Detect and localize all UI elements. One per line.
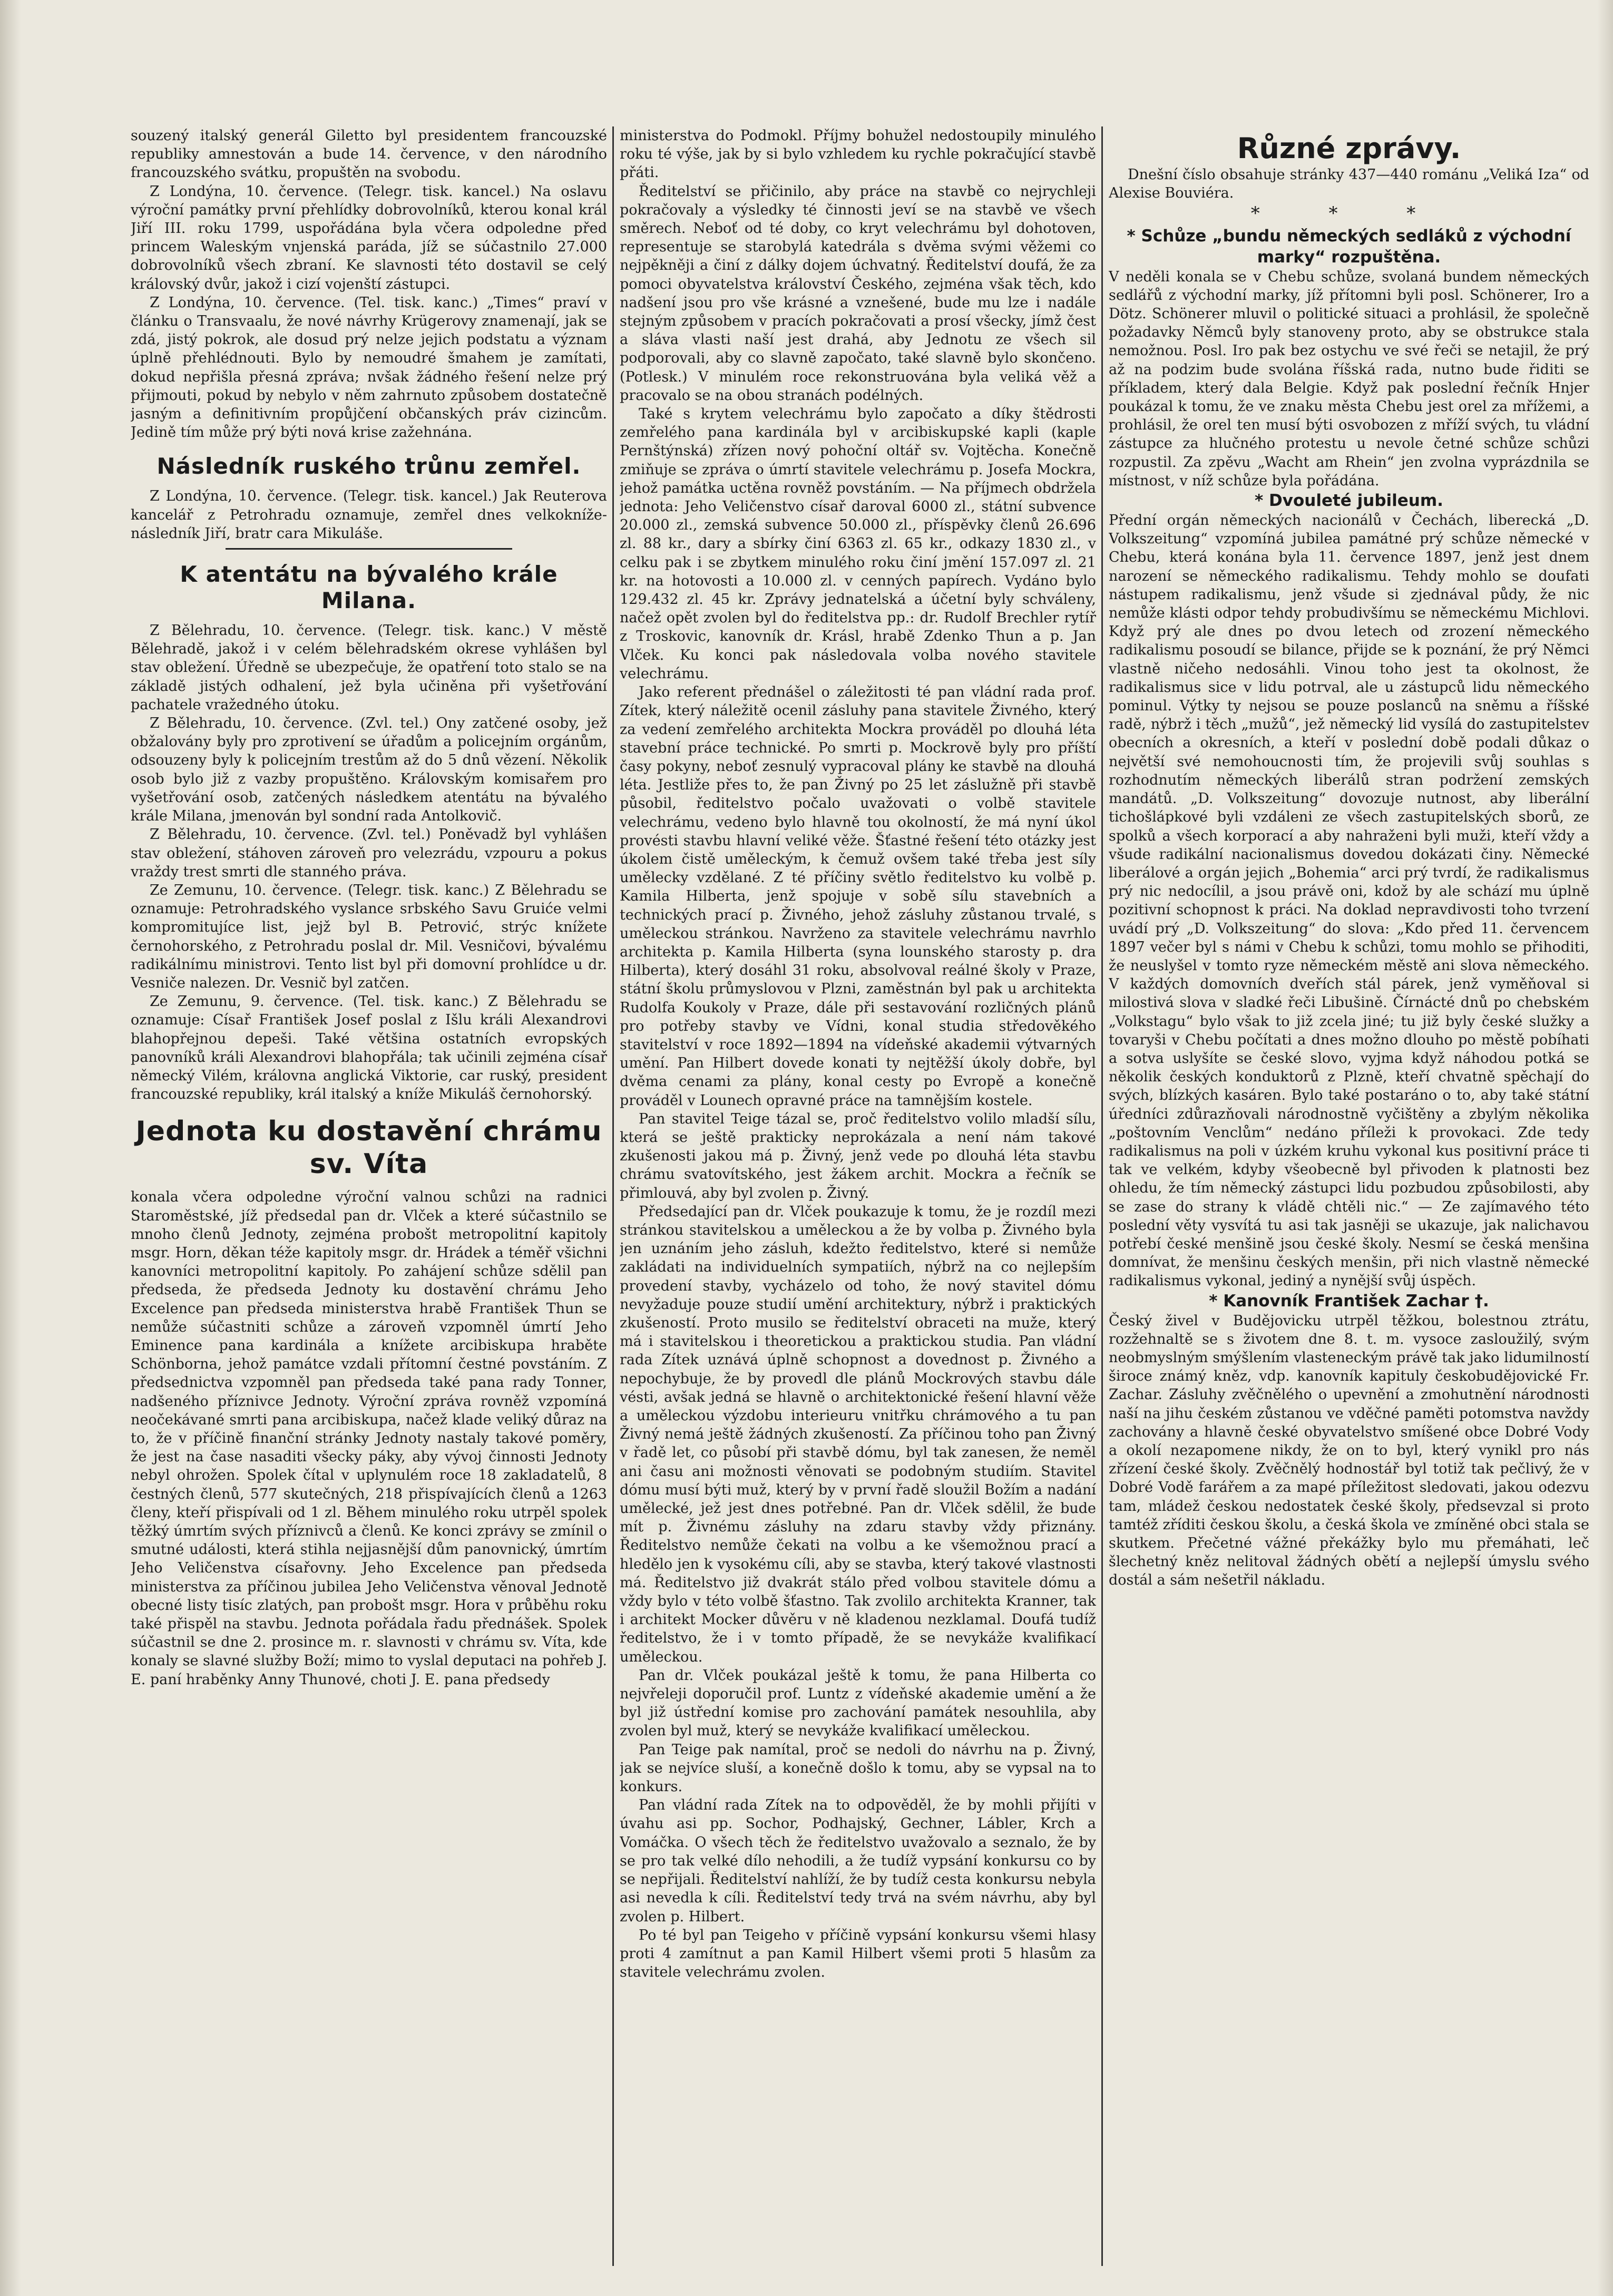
article-paragraph: Z Londýna, 10. července. (Telegr. tisk. kancel.) Jak Reuterova kancelář z Petrohradu oznamuje, zemřel dnes velkokníže-následník Jiří, bratr cara Mikuláše. — [131, 488, 607, 542]
article-paragraph: Přední orgán německých nacionálů v Čechách, liberecká „D. Volkszeitung“ vzpomíná jubilea památné prý schůze německé v Chebu, která konána byla 11. července 1897, jenž jest dnem narození se německého radikalismu. Tehdy mohlo se doufati nástupem radikalismu, jenž všude si zjednával půdy, že nic nemůže klásti odpor tehdy probudivšímu se německému Michlovi. Když prý ale dnes po dvou letech od zrození německého radikalismu posoudí se bilance, přijde se k poznání, že prý Němci vlastně ničeho nedosáhli. Vinou toho jest ta okolnost, že radikalismus sice v lidu potrval, ale u zástupců lidu německého pominul. Výtky ty nejsou se pouze poslanců na sněmu a říšské radě, nýbrž i těch „mužů“, jež německý lid vysílá do zastupitelstev obecních a okresních, a kteří v poslední době podali důkaz o největší své nemohoucnosti tím, že projevili svůj souhlas s rozhodnutím německých liberálů stran podržení zemských mandátů. „D. Volkszeitung“ dovozuje nutnost, aby liberální tichošlápkové byli vzdáleni ze všech zastupitelských sborů, ze spolků a všech korporací a aby nahraženi byli muži, kteří vždy a všude radikální nacionalismus dovedou dokázati činy. Německé liberálové a orgán jejich „Bohemia“ arci prý tvrdí, že radikalismus prý nic nedocílil, a jsou právě oni, kdož by ale schází mu úplně pozitivní schopnost k práci. Na doklad nepravdivosti toho tvrzení uvádí prý „D. Volkszeitung“ do slova: „Kdo před 11. červencem 1897 večer byl s námi v Chebu k schůzi, tomu mohlo se přihoditi, že neuslyšel v tomto ryze německém městě ani slova německého. V každých domovních dveřích stál párek, jenž vyměňoval si milostivá slova v sladké řeči Libušině. Čírnácté dnů po chebském „Volkstagu“ bylo však to již zcela jiné; tu již byly české služky a tovaryši v Chebu počítati a dnes možno dlouho po městě pobíhati a sotva uslyšíte se české slovo, vyjma když náhodou potká se několik českých konduktorů z Plzně, kteří chvatně spěchají do svých, blízkých kasáren. Bylo také postaráno o to, aby také státní úředníci zdůrazňovali národnostně vyčištěny a zbylým několika „poštovním Venclům“ nedáno příleži k provokaci. Zde tedy radikalismus na poli v úzkém kruhu vykonal kus positivní práce ti tak ve velkém, kdyby všeobecně byl přivoden k platnosti bez ohledu, že tím německý zástupci lidu pozbudou způsobilosti, aby se zase do strany k vládě chtěli nic.“ — Ze zajímavého této poslední věty vysvítá tu asi tak jasněji se ukazuje, jak nalichavou potřebí české menšině jsou české školy. Nesmí se česká menšina domnívat, že menšinu českých menšin, při nich vlastně německé radikalismus vykonal, jediný a nynější svůj úspěch. — [1109, 512, 1589, 1289]
article-paragraph: Pan vládní rada Zítek na to odpověděl, že by mohli přijíti v úvahu asi pp. Sochor, Podhajský, Gechner, Lábler, Krch a Vomáčka. O všech těch že ředitelstvo uvažovalo a seznalo, že by se pro tak velké dílo nehodili, a že tudíž vypsání konkursu co by se nepřijali. Ředitelství nahlíží, že by tudíž cesta konkursu nebyla asi nevedla k cíli. Ředitelství tedy trvá na svém návrhu, aby byl zvolen p. Hilbert. — [620, 1797, 1096, 1925]
article-paragraph: Z Bělehradu, 10. července. (Zvl. tel.) Ony zatčené osoby, jež obžalovány byly pro zprotivení se úřadům a policejním orgánům, odsouzeny byly k policejním trestům až do 5 dnů vězení. Několik osob bylo již z vazby propuštěno. Královským komisařem pro vyšetřování osob, zatčených následkem atentátu na bývalého krále Milana, jmenován byl sondní rada Antolkovič. — [131, 715, 607, 825]
page-edge-right — [1597, 0, 1613, 2296]
heading-kanovnik: * Kanovník František Zachar †. — [1209, 1291, 1489, 1311]
article-paragraph: Ze Zemunu, 10. července. (Telegr. tisk. kanc.) Z Bělehradu se oznamuje: Petrohradského vyslance srbského Savu Gruiće velmi kompromitujíce list, jejž byl B. Petrović, strýc knížete černohorského, z Petrohradu poslal dr. Mil. Vesničovi, bývalému radikálnímu ministrovi. Tento list byl při domovní prohlídce u dr. Vesniče nalezen. Dr. Vesnič byl zatčen. — [131, 882, 607, 991]
article-paragraph: Po té byl pan Teigeho v příčině vypsání konkursu všemi hlasy proti 4 zamítnut a pan Kamil Hilbert všemi proti 5 hlasům za stavitele velechrámu zvolen. — [620, 1927, 1096, 1981]
article-paragraph: Jako referent přednášel o záležitosti té pan vládní rada prof. Zítek, který náležitě ocenil zásluhy pana stavitele Živného, který za vedení zemřelého architekta Mockra prováděl po dlouhá léta stavební práce technické. Po smrti p. Mockrově byly pro příští časy pokyny, neboť zesnulý vypracoval plány ke stavbě na dlouhá léta. Jestliže přes to, že pan Živný po 25 let záslužně při stavbě působil, ředitelstvo počalo uvažovati o volbě stavitele velechrámu, vedeno bylo hlavně tou okolností, že má nyní úkol provésti stavbu hlavní veliké věže. Šťastné řešení této otázky jest úkolem čistě uměleckým, k čemuž ovšem také třeba jest síly umělecky vzdělané. Z té příčiny světlo ředitelstvo ku volbě p. Kamila Hilberta, jenž spojuje v sobě sílu stavebních a technických prací p. Živného, jehož zásluhy zůstanou trvalé, s uměleckou stránkou. Navrženo za stavitele velechrámu navrhlo architekta p. Kamila Hilberta (syna lounského starosty p. dra Hilberta), který dosáhl 31 roku, absolvoval reálné školy v Praze, státní školu průmyslovou v Plzni, zaměstnán byl pak u architekta Rudolfa Koukoly v Praze, dále při sestavování rozličných plánů pro potřeby stavby ve Vídni, konal studia středověkého stavitelství v roce 1892—1894 na vídeňské akademii výtvarných umění. Pan Hilbert dovede konati ty nejtěžší úkoly dobře, byl dvěma cenami za plány, konal cesty po Evropě a konečně prováděl v Lounech opravné práce na tamnějším kostele. — [620, 684, 1096, 1109]
section-title: Různé zprávy. — [1237, 132, 1461, 165]
column-rule-1 — [612, 126, 614, 2266]
stars-separator: * * * — [1250, 203, 1448, 224]
article-paragraph: Z Bělehradu, 10. července. (Telegr. tisk. kanc.) V městě Bělehradě, jakož i v celém bělehradském okrese vyhlášen byl stav obležení. Úředně se ubezpečuje, že opatření toto stalo se na základě jistých odhalení, jež byla učiněna při vyšetřování pachatele vražedného útoku. — [131, 622, 607, 713]
article-paragraph: Pan dr. Vlček poukázal ještě k tomu, že pana Hilberta co nejvřeleji doporučil prof. Luntz z vídeňské akademie umění a že byl již ústřední komise pro zachování památek nesouhlila, aby zvolen byl muž, který se nevykáže kvalifikací uměleckou. — [620, 1667, 1096, 1740]
column-3 — [1109, 126, 1589, 2266]
article-paragraph: Pan Teige pak namítal, proč se nedoli do návrhu na p. Živný, jak se nejvíce sluší, a konečně došlo k tomu, aby se vypsal na to konkurs. — [620, 1741, 1096, 1795]
heading-schuze: * Schůze „bundu německých sedláků z východní marky“ rozpuštěna. — [1127, 226, 1571, 267]
article-paragraph: ministerstva do Podmokl. Příjmy bohužel nedostoupily minulého roku té výše, jak by si bylo vzhledem ku rychle pokračující stavbě přáti. — [620, 128, 1096, 181]
article-paragraph: Ředitelství se přičinilo, aby práce na stavbě co nejrychleji pokračovaly a výsledky té činnosti jeví se na stavbě ve všech směrech. Neboť od té doby, co kryt velechrámu byl dohotoven, representuje se starobylá katedrála s dvěma svými věžemi co nejpěkněji a činí z dálky dojem úchvatný. Ředitelství doufá, že za pomoci obyvatelstva království Českého, zejména však těch, kdo nadšení jsou pro vše krásné a vznešené, bude mu lze i nadále stejným způsobem v pracích pokračovati a prosí všecky, jímž čest a sláva vlasti naší jest drahá, aby Jednotu ze všech sil podporovali, aby co slavně započato, také slavně bylo skončeno. (Potlesk.) V minulém roce rekonstruována byla veliká věž a pracovalo se na obou stranách podélných. — [620, 183, 1096, 404]
column-1 — [131, 126, 607, 2266]
article-paragraph: V neděli konala se v Chebu schůze, svolaná bundem německých sedlářů z východní marky, jíž přítomni byli posl. Schönerer, Iro a Dötz. Schönerer mluvil o politické situaci a prohlásil, že společně požadavky Němců byly stanoveny proto, aby se obstrukce stala nemožnou. Posl. Iro pak bez ostychu ve své řeči se netajil, že prý až na podzim bude svolána říšská rada, nutno bude řiditi se příkladem, který dala Belgie. Když pak poslední řečník Hnjer poukázal k tomu, že ve znaku města Chebu jest orel za mřížemi, a prohlásil, že orel ten musí býti osvobozen z mříží svých, tu vládní zástupce za hlučného protestu u nevole četné schůze schůzi rozpustil. Za zpěvu „Wacht am Rhein“ jen zvolna vyprázdnila se místnost, v níž schůze byla pořádána. — [1109, 268, 1589, 489]
intro-paragraph: Dnešní číslo obsahuje stránky 437—440 románu „Veliká Iza“ od Alexise Bouviéra. — [1109, 167, 1589, 202]
article-paragraph: Z Bělehradu, 10. července. (Zvl. tel.) Poněvadž byl vyhlášen stav obležení, stáhoven zároveň pro velezrádu, vzpouru a pokus vraždy trest smrti dle stanného práva. — [131, 826, 607, 880]
article-paragraph: Český živel v Budějovicku utrpěl těžkou, bolestnou ztrátu, rozžehnaltě se s životem dne 8. t. m. vysoce zasloužilý, svým neobmyslným smýšlením vlasteneckým právě tak jako lidumilností široce známý kněz, vdp. kanovník kapituly českobudějovické Fr. Zachar. Zásluhy zvěčnělého o upevnění a zmohutnění národnosti naší na jihu českém zůstanou ve vděčné paměti potomstva navždy zachovány a hlavně české obyvatelstvo smíšené obce Dobré Vody a okolí nezapomene nikdy, že on to byl, který vynikl pro nás zřízení české školy. Zvěčnělý hodnostář byl totiž tak pečlivý, že v Dobré Vodě farářem a za mapé příležitost sledovati, jakou odezvu tam, mládež českou nedostatek české školy, předsevzal si proto tamtéž zříditi českou školu, a česká škola ve zmíněné obci stala se skutkem. Přečetné vážné překážky bylo mu přemáhati, leč šlechetný kněz nelitoval žádných obětí a nejlepší úmyslu svého dostál a sám nešetřil nákladu. — [1109, 1312, 1589, 1589]
heading-jubileum: * Dvouleté jubileum. — [1255, 491, 1443, 511]
article-paragraph: souzený italský generál Giletto byl presidentem francouzské republiky amnestován a bude 14. července, v den národního francouzského svátku, propuštěn na svobodu. — [131, 128, 607, 181]
article-paragraph: Předsedající pan dr. Vlček poukazuje k tomu, že je rozdíl mezi stránkou stavitelskou a uměleckou a že by volba p. Živného byla jen uznáním jeho zásluh, kdežto ředitelstvo, které si nemůže zakládati na individuelních sympatiích, nýbrž na co nejlepším provedení stavby, vycházelo od toho, že nový stavitel dómu nevyžaduje pouze studií umění architektury, nýbrž i praktických zkušeností. Proto musilo se ředitelství obraceti na muže, který má i stavitelskou i theoretickou a praktickou studia. Pan vládní rada Zítek uznává úplně schopnost a dovednost p. Živného a nepochybuje, že by provedl dle plánů Mockrových stavbu dále vésti, avšak jedná se hlavně o architektonické řešení hlavní věže a uměleckou výzdobu interieuru vnitřku chrámového a tu pan Živný nemá ještě žádných zkušeností. Za příčinou toho pan Živný v řadě let, co působí při stavbě dómu, byl tak zanesen, že neměl ani času ani možnosti věnovati se podobným studiím. Stavitel dómu musí býti muž, který by v první řadě sloužil Božím a nadání umělecké, jež jest dnes potřebné. Pan dr. Vlček sdělil, že bude mít p. Živnému zásluhy na zdaru stavby vždy přiznány. Ředitelstvo nemůže čekati na volbu a ke všemožnou prací a hledělo jen k vysokému cíli, aby se stavba, který takové vlastnosti má. Ředitelstvo již dvakrát stálo před volbou stavitele dómu a vždy bylo v této volbě šťastno. Tak zvolilo architekta Kranner, tak i architekt Mocker důvěru v ně kladenou nezklamal. Doufá tudíž ředitelstvo, že i v tomto případě, že se nevykáže kvalifikací uměleckou. — [620, 1203, 1096, 1665]
column-2 — [620, 126, 1096, 2266]
article-paragraph: konala včera odpoledne výroční valnou schůzi na radnici Staroměstské, jíž předsedal pan dr. Vlček a které súčastnilo se mnoho členů Jednoty, zejména probošt metropolitní kapitoly msgr. Horn, děkan téže kapitoly msgr. dr. Hrádek a téměř všichni kanovníci metropolitní kapitoly. Po zahájení schůze sdělil pan předseda, že předseda Jednoty ku dostavění chrámu Jeho Excelence pan předseda ministerstva hrabě František Thun se nemůže súčastniti schůze a zároveň vzpomněl úmrtí Jeho Eminence pana kardinála a knížete arcibiskupa hraběte Schönborna, jehož památce vzdali přítomní čestné povstáním. Z předsednictva vzpomněl pan předseda také pana rady Tonner, nadšeného příznivce Jednoty. Výroční zpráva rovněž vzpomíná neočekávané smrti pana arcibiskupa, načež klade veliký důraz na to, že v příčině finanční stránky Jednoty nastaly takové poměry, že jest na čase nasaditi všecky páky, aby vývoj činnosti Jednoty nebyl ohrožen. Spolek čítal v uplynulém roce 18 zakladatelů, 8 čestných členů, 577 skutečných, 218 přispívajících členů a 1263 členy, kteří přispívali od 1 zl. Během minulého roku utrpěl spolek těžký úmrtím svých příznivců a členů. Ke konci zprávy se zmínil o smutné události, která stihla nejjasnější dům panovnický, úmrtím Jeho Veličenstva císařovny. Jeho Excelence pan předseda ministerstva za příčinou jubilea Jeho Veličenstva věnoval Jednotě obecné listy tisíc zlatých, pan probošt msgr. Hora v průběhu roku také přispěl na stavbu. Jednota pořádala řadu přednášek. Spolek súčastnil se dne 2. prosince m. r. slavnosti v chrámu sv. Víta, kde konaly se slavné služby Boží; mimo to vyslal deputaci na pohřeb J. E. paní hraběnky Anny Thunové, choti J. E. pana předsedy — [131, 1189, 607, 1688]
divider — [226, 548, 512, 550]
heading-jednota: Jednota ku dostavění chrámu sv. Víta — [135, 1116, 602, 1180]
column-rule-2 — [1101, 126, 1103, 2266]
article-paragraph: Z Londýna, 10. července. (Telegr. tisk. kancel.) Na oslavu výroční památky první přehlídky dobrovolníků, kterou konal král Jiří III. roku 1799, uspořádána byla včera odpoledne před princem Waleským vnjenská paráda, jíž se súčastnilo 27.000 dobrovolníků všech zbraní. Ke slavnosti této dostavil se celý královský dvůr, jakož i cizí vojenští zástupci. — [131, 183, 607, 292]
article-paragraph: Pan stavitel Teige tázal se, proč ředitelstvo volilo mladší sílu, která se ještě prakticky neprokázala a není nám takové zkušenosti jakou má p. Živný, jenž vede po dlouhá léta stavbu chrámu svatovítského, jest žákem archit. Mockra a řečník se přimlouvá, aby byl zvolen p. Živný. — [620, 1110, 1096, 1201]
article-paragraph: Ze Zemunu, 9. července. (Tel. tisk. kanc.) Z Bělehradu se oznamuje: Císař František Josef poslal z Išlu králi Alexandrovi blahopřejnou depeši. Také většina ostatních evropských panovníků králi Alexandrovi blahopřála; tak učinili zejména císař německý Vilém, královna anglická Viktorie, car ruský, president francouzské republiky, král italský a kníže Mikuláš černohorský. — [131, 993, 607, 1103]
heading-atentat: K atentátu na bývalého krále Milana. — [180, 561, 558, 614]
article-paragraph: Z Londýna, 10. července. (Tel. tisk. kanc.) „Times“ praví v článku o Transvaalu, že nové návrhy Krügerovy znamenají, jak se zdá, jistý pokrok, ale dosud prý nelze jejich podstatu a význam úplně přehlédnouti. Bylo by nemoudré šmahem je zamítati, dokud nepřišla přesná zpráva; nvšak žádného řešení nelze prý přijmouti, pokud by nebylo v něm zahrnuto způsobem dostatečně jasným a definitivním propůjčení občanských práv cizincům. Jedině tím může prý býti nová krise zažehnána. — [131, 294, 607, 441]
heading-naslednik: Následník ruského trůnu zemřel. — [157, 453, 581, 480]
page-edge-left — [0, 0, 21, 2296]
article-paragraph: Také s krytem velechrámu bylo započato a díky štědrosti zemřelého pana kardinála byl v arcibiskupské kapli (kaple Pernštýnská) zřízen nový pohoční oltář sv. Vojtěcha. Konečně zmiňuje se zpráva o úmrtí stavitele velechrámu p. Josefa Mockra, jehož památka uctěna rovněž povstáním. — Na příjmech obdržela jednota: Jeho Veličenstvo císař daroval 6000 zl., státní subvence 20.000 zl., zemská subvence 50.000 zl., příspěvky členů 26.696 zl. 88 kr., dary a sbírky činí 6363 zl. 65 kr., odkazy 1830 zl., v celku pak i se zbytkem minulého roku činí jmění 157.097 zl. 21 kr. na hotovosti a 10.000 zl. v cenných papírech. Vydáno bylo 129.432 zl. 45 kr. Zprávy jednatelská a účetní byly schváleny, načež opět zvolen byl do ředitelstva pp.: dr. Rudolf Brechler rytíř z Troskovic, kanovník dr. Krásl, hrabě Zdenko Thun a p. Jan Vlček. Ku konci pak následovala volba nového stavitele velechrámu. — [620, 406, 1096, 682]
